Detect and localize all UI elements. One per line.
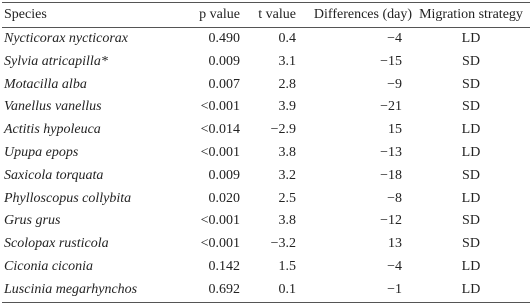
cell-species: Sylvia atricapilla* — [4, 53, 108, 69]
cell-p-value: <0.001 — [200, 213, 240, 229]
cell-migration-strategy: LD — [461, 190, 481, 206]
cell-t-value: 3.2 — [278, 167, 296, 183]
table-row — [2, 279, 530, 302]
cell-migration-strategy: LD — [461, 31, 481, 46]
header-migration-strategy: Migration strategy — [419, 7, 523, 22]
cell-migration-strategy: SD — [462, 76, 480, 92]
cell-differences: −12 — [380, 213, 402, 229]
table-row — [2, 165, 530, 188]
species-migration-table — [2, 2, 530, 303]
cell-p-value: <0.014 — [200, 122, 240, 138]
cell-differences: −13 — [380, 144, 402, 160]
cell-species: Vanellus vanellus — [4, 99, 102, 115]
cell-p-value: 0.142 — [208, 258, 240, 274]
table-header — [2, 3, 530, 28]
cell-p-value: 0.490 — [208, 31, 240, 46]
cell-differences: 15 — [388, 122, 402, 138]
cell-p-value: 0.009 — [208, 53, 240, 69]
cell-t-value: 3.1 — [278, 53, 296, 69]
cell-p-value: 0.007 — [208, 76, 240, 92]
header-row — [2, 3, 530, 28]
cell-species: Saxicola torquata — [4, 167, 104, 183]
cell-p-value: <0.001 — [200, 236, 240, 252]
table-row — [2, 256, 530, 279]
cell-t-value: 0.1 — [278, 281, 296, 297]
table-row — [2, 28, 530, 51]
cell-migration-strategy: SD — [462, 167, 480, 183]
table-row — [2, 210, 530, 233]
cell-migration-strategy: SD — [462, 236, 480, 252]
cell-differences: 13 — [388, 236, 402, 252]
cell-migration-strategy: LD — [461, 122, 481, 138]
cell-t-value: 3.8 — [278, 144, 296, 160]
cell-differences: −18 — [380, 167, 402, 183]
cell-species: Actitis hypoleuca — [4, 122, 101, 138]
cell-t-value: −3.2 — [270, 236, 296, 252]
cell-migration-strategy: SD — [462, 99, 480, 115]
cell-differences: −4 — [387, 258, 402, 274]
cell-species: Scolopax rusticola — [4, 236, 109, 252]
cell-migration-strategy: SD — [462, 213, 480, 229]
cell-differences: −15 — [380, 53, 402, 69]
cell-migration-strategy: LD — [461, 281, 481, 297]
cell-t-value: 3.9 — [278, 99, 296, 115]
cell-differences: −9 — [387, 76, 402, 92]
cell-t-value: 2.5 — [278, 190, 296, 206]
cell-migration-strategy: SD — [462, 53, 480, 69]
table-row — [2, 74, 530, 97]
cell-t-value: −2.9 — [270, 122, 296, 138]
table-row — [2, 233, 530, 256]
table-row — [2, 188, 530, 211]
cell-differences: −4 — [387, 31, 402, 46]
cell-migration-strategy: LD — [461, 258, 481, 274]
cell-p-value: <0.001 — [200, 144, 240, 160]
cell-t-value: 0.4 — [278, 31, 296, 46]
header-p-value: p value — [199, 7, 240, 22]
cell-t-value: 1.5 — [278, 258, 296, 274]
table-row — [2, 51, 530, 74]
cell-species: Phylloscopus collybita — [4, 190, 132, 206]
header-differences: Differences (day) — [313, 7, 412, 22]
cell-p-value: 0.009 — [208, 167, 240, 183]
cell-p-value: <0.001 — [200, 99, 240, 115]
cell-species: Nycticorax nycticorax — [4, 31, 129, 46]
header-species: Species — [4, 7, 47, 22]
cell-species: Luscinia megarhynchos — [4, 281, 138, 297]
cell-p-value: 0.020 — [208, 190, 240, 206]
cell-differences: −21 — [380, 99, 402, 115]
table-row — [2, 119, 530, 142]
cell-differences: −1 — [387, 281, 402, 297]
cell-p-value: 0.692 — [208, 281, 240, 297]
table-row — [2, 96, 530, 119]
table-body — [2, 28, 530, 303]
cell-species: Upupa epops — [4, 144, 79, 160]
cell-migration-strategy: LD — [461, 144, 481, 160]
cell-species: Ciconia ciconia — [4, 258, 94, 274]
header-t-value: t value — [258, 7, 296, 22]
cell-t-value: 3.8 — [278, 213, 296, 229]
cell-differences: −8 — [387, 190, 402, 206]
cell-t-value: 2.8 — [278, 76, 296, 92]
table-row — [2, 142, 530, 165]
cell-species: Motacilla alba — [4, 76, 87, 92]
cell-species: Grus grus — [4, 213, 61, 229]
table-container — [0, 2, 530, 297]
